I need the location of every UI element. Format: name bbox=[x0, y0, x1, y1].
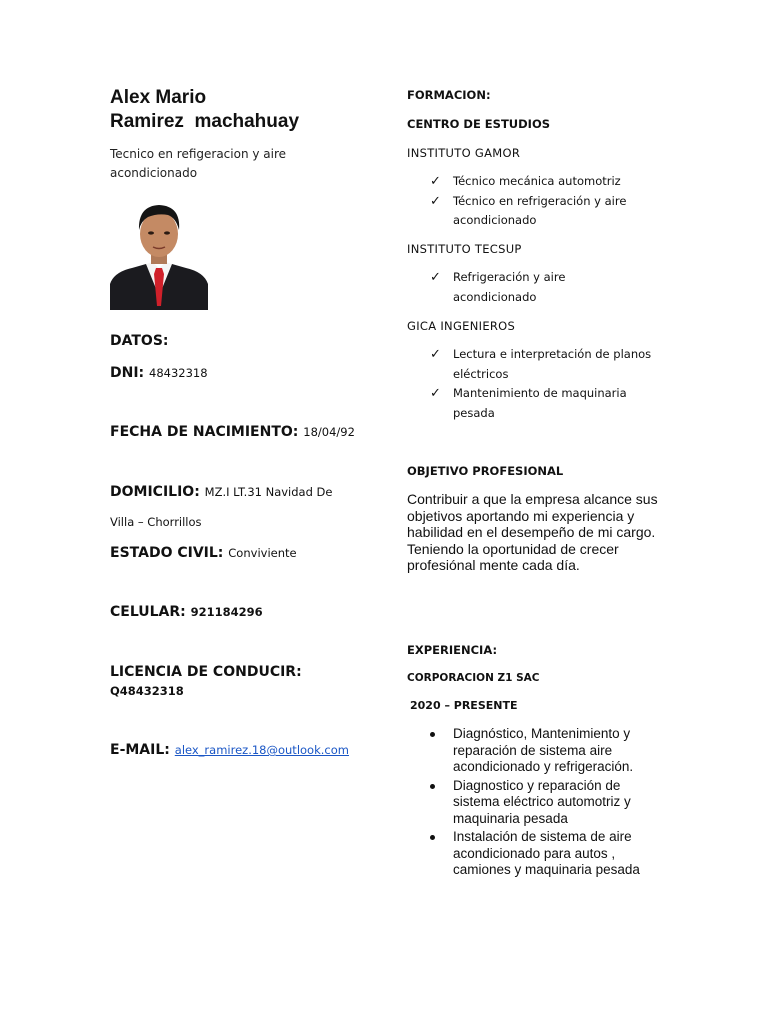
email-link[interactable]: alex_ramirez.18@outlook.com bbox=[174, 743, 349, 757]
estado-value: Conviviente bbox=[228, 546, 297, 560]
name-line-2: Ramirez machahuay bbox=[110, 111, 300, 132]
profile-photo bbox=[110, 196, 208, 310]
dni-value: 48432318 bbox=[149, 366, 208, 380]
period: 2020 – PRESENTE bbox=[410, 699, 518, 712]
objetivo-heading: OBJETIVO PROFESIONAL bbox=[407, 464, 564, 478]
experiencia-heading: EXPERIENCIA: bbox=[407, 643, 498, 657]
checklist-gamor bbox=[430, 172, 670, 231]
domicilio-row: DOMICILIO: MZ.I LT.31 Navidad De bbox=[110, 484, 333, 500]
check-icon: ✓ bbox=[430, 174, 441, 189]
email-label: E-MAIL bbox=[110, 742, 165, 758]
formacion-heading: FORMACION: bbox=[407, 88, 491, 102]
checklist-tecsup bbox=[430, 268, 610, 307]
domicilio-value: MZ.I LT.31 Navidad De bbox=[204, 485, 333, 499]
estado-row: ESTADO CIVIL: Conviviente bbox=[110, 545, 297, 561]
list-item: ✓ Técnico mecánica automotriz bbox=[430, 172, 670, 192]
list-item: ✓ Mantenimiento de maquinaria pesada bbox=[430, 386, 627, 420]
list-item: ✓ Técnico en refrigeración y aire acondicionado bbox=[430, 193, 627, 227]
email-row: E-MAIL: alex_ramirez.18@outlook.com bbox=[110, 742, 349, 758]
name-line-1: Alex Mario bbox=[110, 87, 207, 108]
bullet-icon bbox=[430, 835, 435, 840]
licencia-row: LICENCIA DE CONDUCIR: bbox=[110, 664, 302, 680]
check-icon: ✓ bbox=[430, 386, 441, 401]
bullet-icon bbox=[430, 732, 435, 737]
celular-label: CELULAR bbox=[110, 604, 181, 620]
school-name-gamor: INSTITUTO GAMOR bbox=[407, 146, 521, 160]
fecha-value: 18/04/92 bbox=[303, 425, 355, 439]
centro-heading: CENTRO DE ESTUDIOS bbox=[407, 117, 551, 131]
fecha-row: FECHA DE NACIMIENTO: 18/04/92 bbox=[110, 424, 355, 440]
domicilio-value-2: Villa – Chorrillos bbox=[110, 515, 202, 529]
datos-heading: DATOS: bbox=[110, 333, 169, 349]
dni-label: DNI bbox=[110, 365, 139, 381]
list-item: ✓ Lectura e interpretación de planos eléctricos bbox=[430, 347, 652, 381]
school-name-gica: GICA INGENIEROS bbox=[407, 319, 516, 333]
school-name-tecsup: INSTITUTO TECSUP bbox=[407, 242, 522, 256]
check-icon: ✓ bbox=[430, 347, 441, 362]
bullet-icon bbox=[430, 784, 435, 789]
objetivo-text: Contribuir a que la empresa alcance sus objetivos aportando mi experiencia y habilidad en el desempeño de mi cargo. Teniendo la oportunidad de crecer profesiónal mente cada día. bbox=[407, 491, 658, 573]
fecha-label: FECHA DE NACIMIENTO bbox=[110, 424, 293, 440]
celular-row: CELULAR: 921184296 bbox=[110, 604, 263, 620]
subtitle: Tecnico en refigeracion y aire acondicionado bbox=[110, 147, 287, 180]
checklist-gica bbox=[430, 345, 655, 423]
list-item: ✓ Refrigeración y aire acondicionado bbox=[430, 270, 566, 304]
check-icon: ✓ bbox=[430, 193, 441, 209]
dni-row: DNI: 48432318 bbox=[110, 365, 208, 381]
celular-value: 921184296 bbox=[190, 605, 263, 619]
domicilio-label: DOMICILIO bbox=[110, 484, 195, 500]
list-item: Instalación de sistema de aire acondicionado para autos , camiones y maquinaria pesada bbox=[429, 829, 664, 879]
licencia-value: Q48432318 bbox=[110, 684, 184, 698]
estado-label: ESTADO CIVIL bbox=[110, 545, 218, 561]
list-item: Diagnóstico, Mantenimiento y reparación de sistema aire acondicionado y refrigeración. bbox=[429, 726, 664, 776]
check-icon: ✓ bbox=[430, 270, 441, 285]
licencia-label: LICENCIA DE CONDUCIR bbox=[110, 664, 297, 680]
experience-list bbox=[429, 726, 664, 881]
list-item: Diagnostico y reparación de sistema eléctrico automotriz y maquinaria pesada bbox=[429, 778, 664, 828]
company-name: CORPORACION Z1 SAC bbox=[407, 672, 540, 684]
